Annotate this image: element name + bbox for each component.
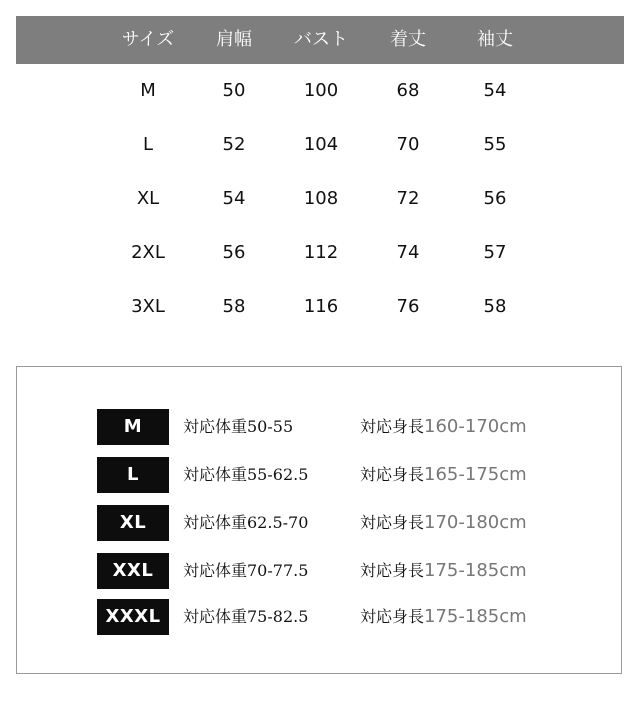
weight-range: 対応体重62.5-70: [183, 513, 309, 532]
size-badge: XXXL: [97, 599, 169, 635]
height-value: 175-185cm: [424, 606, 527, 627]
size-badge: XXL: [97, 553, 169, 589]
height-label: 対応身長: [360, 607, 425, 626]
cell-bust: 104: [303, 134, 339, 155]
table-row: [16, 226, 624, 280]
cell-size: 2XL: [131, 242, 165, 263]
table-row: [16, 280, 624, 334]
height-label: 対応身長: [360, 465, 425, 484]
cell-bust: 116: [303, 296, 339, 317]
height-range: [360, 505, 527, 541]
guide-row: [17, 599, 621, 635]
cell-sleeve: 54: [483, 80, 507, 101]
table-row: [16, 64, 624, 118]
cell-shoulder: 52: [222, 134, 246, 155]
cell-length: 76: [396, 296, 420, 317]
height-value: 175-185cm: [424, 560, 527, 581]
header-size: サイズ: [121, 29, 175, 50]
height-range: [360, 457, 527, 493]
cell-shoulder: 58: [222, 296, 246, 317]
weight-range: 対応体重70-77.5: [183, 561, 309, 580]
height-label: 対応身長: [360, 513, 425, 532]
height-range: [360, 553, 527, 589]
guide-row: [17, 553, 621, 589]
weight-range: 対応体重50-55: [183, 417, 294, 436]
size-badge: L: [97, 457, 169, 493]
guide-row: [17, 457, 621, 493]
height-range: [360, 409, 527, 445]
cell-size: XL: [136, 188, 160, 209]
table-row: [16, 172, 624, 226]
height-value: 165-175cm: [424, 464, 527, 485]
cell-bust: 112: [303, 242, 339, 263]
weight-range: 対応体重75-82.5: [183, 607, 309, 626]
height-label: 対応身長: [360, 561, 425, 580]
height-value: 160-170cm: [424, 416, 527, 437]
guide-row: [17, 409, 621, 445]
header-length: 着丈: [390, 29, 426, 50]
cell-length: 68: [396, 80, 420, 101]
cell-size: 3XL: [131, 296, 165, 317]
cell-shoulder: 56: [222, 242, 246, 263]
cell-sleeve: 57: [483, 242, 507, 263]
cell-size: M: [140, 80, 156, 101]
height-label: 対応身長: [360, 417, 425, 436]
cell-shoulder: 54: [222, 188, 246, 209]
cell-length: 74: [396, 242, 420, 263]
table-row: [16, 118, 624, 172]
cell-sleeve: 55: [483, 134, 507, 155]
header-sleeve: 袖丈: [477, 29, 513, 50]
cell-bust: 100: [303, 80, 339, 101]
header-bust: バスト: [294, 29, 348, 50]
size-badge: M: [97, 409, 169, 445]
height-range: [360, 599, 527, 635]
cell-bust: 108: [303, 188, 339, 209]
guide-row: [17, 505, 621, 541]
table-header-row: [16, 16, 624, 64]
size-guide-box: [16, 366, 622, 674]
cell-length: 72: [396, 188, 420, 209]
size-table: [16, 16, 624, 334]
cell-sleeve: 58: [483, 296, 507, 317]
cell-size: L: [142, 134, 154, 155]
cell-sleeve: 56: [483, 188, 507, 209]
size-badge: XL: [97, 505, 169, 541]
cell-length: 70: [396, 134, 420, 155]
weight-range: 対応体重55-62.5: [183, 465, 309, 484]
header-shoulder: 肩幅: [216, 29, 252, 50]
cell-shoulder: 50: [222, 80, 246, 101]
height-value: 170-180cm: [424, 512, 527, 533]
